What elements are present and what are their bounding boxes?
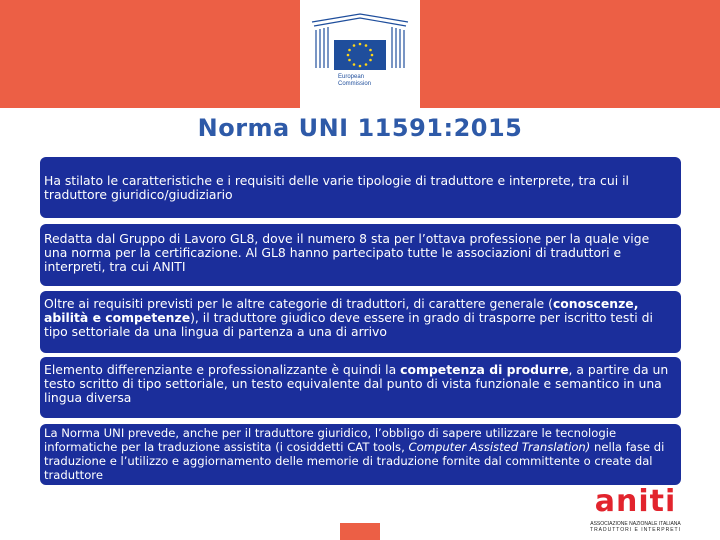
info-box-5-text-b: nella fase di traduzione e l’utilizzo e aggiornamento delle memorie di traduzione fornite dal committente o create dal traduttore [44, 440, 665, 482]
commission-building-icon [300, 0, 420, 108]
info-box-2-text: Redatta dal Gruppo di Lavoro GL8, dove il numero 8 sta per l’ottava professione per la quale vige una norma per la certificazione. Al GL8 hanno partecipato tutte le associazioni di traduttori e interpreti, tra cui ANITI [44, 231, 650, 274]
info-box-1 [40, 157, 681, 218]
info-box-3-text-b: ), il traduttore giudico deve essere in grado di trasporre per iscritto testi di tipo settoriale da una lingua di partenza a una di arrivo [44, 310, 653, 339]
info-box-2 [40, 224, 681, 286]
aniti-logo [583, 484, 688, 533]
page-title: Norma UNI 11591:2015 [197, 114, 523, 142]
info-box-3-text-a: Oltre ai requisiti previsti per le altre categorie di traduttori, di carattere generale ( [44, 296, 553, 311]
info-box-4-text-b: , a partire da un testo scritto di tipo settoriale, un testo equivalente dal punto di vista funzionale e semantico in una lingua diversa [44, 362, 669, 405]
info-box-4-text-a: Elemento differenziante e professionalizzante è quindi la [44, 362, 401, 377]
info-box-5-italic: Computer Assisted Translation) [408, 440, 591, 454]
bottom-accent-tab [340, 523, 380, 540]
info-box-3-bold: conoscenze, abilità e competenze [44, 296, 639, 325]
logo-line-2: Commission [338, 81, 372, 87]
european-commission-logo [300, 0, 420, 108]
info-box-5 [40, 424, 681, 485]
info-box-3 [40, 291, 681, 353]
info-box-4 [40, 357, 681, 418]
logo-line-1: European [338, 74, 365, 80]
aniti-subtitle-2: TRADUTTORI E INTERPRETI [590, 527, 681, 533]
info-box-4-bold: competenza di produrre [400, 362, 569, 377]
info-box-5-text-a: La Norma UNI prevede, anche per il traduttore giuridico, l’obbligo di sapere utilizzare le tecnologie informatiche per la traduzione assistita (i cosiddetti CAT tools, [44, 426, 617, 454]
aniti-wordmark: aniti [594, 484, 677, 519]
aniti-subtitle-1: ASSOCIAZIONE NAZIONALE ITALIANA [590, 521, 681, 527]
info-box-1-text: Ha stilato le caratteristiche e i requisiti delle varie tipologie di traduttore e interprete, tra cui il traduttore giuridico/giudiziario [44, 173, 629, 202]
logo-caption [338, 74, 371, 88]
